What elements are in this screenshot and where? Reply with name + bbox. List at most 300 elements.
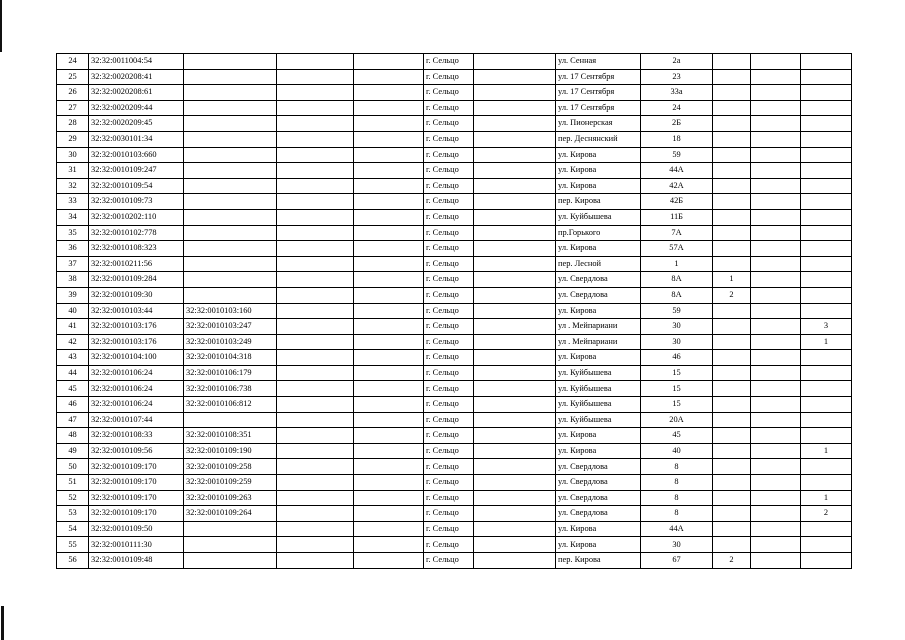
sub-cadastral-number-cell [184, 537, 277, 553]
cadastral-number-cell: 32:32:0010103:660 [89, 147, 184, 163]
house-number-cell: 15 [641, 381, 713, 397]
table-row [57, 428, 852, 444]
table-row [57, 443, 852, 459]
row-number-cell: 38 [57, 272, 89, 288]
sub-cadastral-number-cell [184, 209, 277, 225]
empty-col-4-cell [277, 131, 354, 147]
empty-col-5-cell [354, 256, 424, 272]
row-number-cell: 47 [57, 412, 89, 428]
empty-col-7-cell [474, 490, 556, 506]
empty-col-7-cell [474, 443, 556, 459]
empty-col-7-cell [474, 69, 556, 85]
cadastral-number-cell: 32:32:0020208:41 [89, 69, 184, 85]
house-number-cell: 45 [641, 428, 713, 444]
apartment-col-a-cell [713, 147, 751, 163]
street-cell: ул. Кирова [556, 443, 641, 459]
empty-col-11-cell [751, 490, 801, 506]
house-number-cell: 59 [641, 147, 713, 163]
settlement-cell: г. Сельцо [424, 553, 474, 569]
table-row [57, 272, 852, 288]
street-cell: ул. Пионерская [556, 116, 641, 132]
house-number-cell: 33а [641, 85, 713, 101]
house-number-cell: 59 [641, 303, 713, 319]
table-row [57, 131, 852, 147]
empty-col-7-cell [474, 303, 556, 319]
empty-col-4-cell [277, 178, 354, 194]
empty-col-11-cell [751, 54, 801, 70]
empty-col-11-cell [751, 443, 801, 459]
empty-col-11-cell [751, 209, 801, 225]
sub-cadastral-number-cell [184, 85, 277, 101]
house-number-cell: 8 [641, 459, 713, 475]
settlement-cell: г. Сельцо [424, 69, 474, 85]
empty-col-11-cell [751, 100, 801, 116]
empty-col-11-cell [751, 334, 801, 350]
cadastral-number-cell: 32:32:0011004:54 [89, 54, 184, 70]
apartment-col-a-cell [713, 397, 751, 413]
apartment-col-b-cell [801, 54, 852, 70]
apartment-col-a-cell [713, 54, 751, 70]
empty-col-4-cell [277, 428, 354, 444]
table-row [57, 241, 852, 257]
sub-cadastral-number-cell: 32:32:0010109:259 [184, 475, 277, 491]
house-number-cell: 57А [641, 241, 713, 257]
sub-cadastral-number-cell [184, 131, 277, 147]
house-number-cell: 30 [641, 319, 713, 335]
settlement-cell: г. Сельцо [424, 475, 474, 491]
apartment-col-a-cell [713, 241, 751, 257]
house-number-cell: 44А [641, 521, 713, 537]
table-row [57, 397, 852, 413]
empty-col-11-cell [751, 116, 801, 132]
empty-col-5-cell [354, 116, 424, 132]
empty-col-7-cell [474, 147, 556, 163]
settlement-cell: г. Сельцо [424, 209, 474, 225]
house-number-cell: 30 [641, 537, 713, 553]
apartment-col-b-cell [801, 287, 852, 303]
table-row [57, 412, 852, 428]
table-row [57, 100, 852, 116]
sub-cadastral-number-cell [184, 163, 277, 179]
apartment-col-a-cell [713, 350, 751, 366]
apartment-col-b-cell [801, 116, 852, 132]
empty-col-11-cell [751, 553, 801, 569]
row-number-cell: 31 [57, 163, 89, 179]
empty-col-11-cell [751, 225, 801, 241]
sub-cadastral-number-cell [184, 194, 277, 210]
empty-col-7-cell [474, 475, 556, 491]
apartment-col-b-cell [801, 428, 852, 444]
street-cell: ул. Свердлова [556, 459, 641, 475]
empty-col-11-cell [751, 365, 801, 381]
empty-col-11-cell [751, 163, 801, 179]
apartment-col-b-cell [801, 475, 852, 491]
table-row [57, 521, 852, 537]
row-number-cell: 43 [57, 350, 89, 366]
street-cell: ул. 17 Сентября [556, 69, 641, 85]
settlement-cell: г. Сельцо [424, 350, 474, 366]
empty-col-5-cell [354, 147, 424, 163]
street-cell: пр.Горького [556, 225, 641, 241]
cadastral-number-cell: 32:32:0010109:170 [89, 506, 184, 522]
empty-col-7-cell [474, 131, 556, 147]
sub-cadastral-number-cell: 32:32:0010103:249 [184, 334, 277, 350]
house-number-cell: 8А [641, 272, 713, 288]
empty-col-4-cell [277, 334, 354, 350]
apartment-col-b-cell [801, 303, 852, 319]
sub-cadastral-number-cell [184, 147, 277, 163]
empty-col-11-cell [751, 397, 801, 413]
sub-cadastral-number-cell [184, 241, 277, 257]
settlement-cell: г. Сельцо [424, 443, 474, 459]
table-row [57, 537, 852, 553]
apartment-col-b-cell: 3 [801, 319, 852, 335]
empty-col-4-cell [277, 100, 354, 116]
empty-col-4-cell [277, 54, 354, 70]
empty-col-5-cell [354, 209, 424, 225]
apartment-col-b-cell: 1 [801, 334, 852, 350]
empty-col-5-cell [354, 85, 424, 101]
house-number-cell: 8А [641, 287, 713, 303]
street-cell: ул. Сенная [556, 54, 641, 70]
empty-col-5-cell [354, 69, 424, 85]
empty-col-11-cell [751, 412, 801, 428]
empty-col-7-cell [474, 225, 556, 241]
sub-cadastral-number-cell [184, 69, 277, 85]
cadastral-number-cell: 32:32:0010102:778 [89, 225, 184, 241]
settlement-cell: г. Сельцо [424, 303, 474, 319]
table-row [57, 209, 852, 225]
street-cell: ул. Свердлова [556, 475, 641, 491]
row-number-cell: 25 [57, 69, 89, 85]
sub-cadastral-number-cell: 32:32:0010104:318 [184, 350, 277, 366]
settlement-cell: г. Сельцо [424, 178, 474, 194]
apartment-col-a-cell [713, 365, 751, 381]
row-number-cell: 34 [57, 209, 89, 225]
house-number-cell: 30 [641, 334, 713, 350]
empty-col-4-cell [277, 412, 354, 428]
cadastral-number-cell: 32:32:0010109:54 [89, 178, 184, 194]
cadastral-number-cell: 32:32:0020209:45 [89, 116, 184, 132]
house-number-cell: 46 [641, 350, 713, 366]
apartment-col-b-cell [801, 459, 852, 475]
empty-col-11-cell [751, 459, 801, 475]
empty-col-5-cell [354, 272, 424, 288]
table-row [57, 178, 852, 194]
house-number-cell: 2Б [641, 116, 713, 132]
apartment-col-a-cell [713, 381, 751, 397]
table-row [57, 54, 852, 70]
street-cell: ул . Мейпариани [556, 334, 641, 350]
empty-col-11-cell [751, 319, 801, 335]
table-row [57, 365, 852, 381]
settlement-cell: г. Сельцо [424, 334, 474, 350]
empty-col-5-cell [354, 241, 424, 257]
empty-col-11-cell [751, 521, 801, 537]
empty-col-11-cell [751, 256, 801, 272]
empty-col-11-cell [751, 241, 801, 257]
empty-col-5-cell [354, 163, 424, 179]
empty-col-7-cell [474, 506, 556, 522]
table-row [57, 334, 852, 350]
empty-col-5-cell [354, 350, 424, 366]
table-row [57, 350, 852, 366]
row-number-cell: 42 [57, 334, 89, 350]
row-number-cell: 46 [57, 397, 89, 413]
house-number-cell: 18 [641, 131, 713, 147]
house-number-cell: 2а [641, 54, 713, 70]
street-cell: ул. Свердлова [556, 272, 641, 288]
cadastral-number-cell: 32:32:0010109:30 [89, 287, 184, 303]
empty-col-4-cell [277, 163, 354, 179]
empty-col-7-cell [474, 256, 556, 272]
empty-col-11-cell [751, 69, 801, 85]
settlement-cell: г. Сельцо [424, 490, 474, 506]
empty-col-7-cell [474, 397, 556, 413]
cadastral-number-cell: 32:32:0010111:30 [89, 537, 184, 553]
empty-col-11-cell [751, 381, 801, 397]
empty-col-4-cell [277, 225, 354, 241]
row-number-cell: 56 [57, 553, 89, 569]
empty-col-5-cell [354, 506, 424, 522]
apartment-col-a-cell [713, 69, 751, 85]
house-number-cell: 24 [641, 100, 713, 116]
empty-col-7-cell [474, 163, 556, 179]
cadastral-number-cell: 32:32:0010109:170 [89, 475, 184, 491]
cadastral-number-cell: 32:32:0010108:323 [89, 241, 184, 257]
table-row [57, 381, 852, 397]
apartment-col-a-cell [713, 85, 751, 101]
apartment-col-b-cell [801, 209, 852, 225]
street-cell: пер. Кирова [556, 194, 641, 210]
table-row [57, 303, 852, 319]
cadastral-number-cell: 32:32:0010109:50 [89, 521, 184, 537]
row-number-cell: 37 [57, 256, 89, 272]
empty-col-7-cell [474, 178, 556, 194]
apartment-col-a-cell [713, 209, 751, 225]
table-row [57, 69, 852, 85]
empty-col-4-cell [277, 272, 354, 288]
apartment-col-a-cell [713, 334, 751, 350]
scan-edge-mark [0, 0, 2, 52]
empty-col-4-cell [277, 209, 354, 225]
apartment-col-b-cell [801, 131, 852, 147]
apartment-col-a-cell: 2 [713, 287, 751, 303]
row-number-cell: 27 [57, 100, 89, 116]
house-number-cell: 15 [641, 397, 713, 413]
empty-col-4-cell [277, 241, 354, 257]
empty-col-7-cell [474, 412, 556, 428]
sub-cadastral-number-cell: 32:32:0010108:351 [184, 428, 277, 444]
house-number-cell: 67 [641, 553, 713, 569]
settlement-cell: г. Сельцо [424, 116, 474, 132]
empty-col-4-cell [277, 381, 354, 397]
empty-col-11-cell [751, 303, 801, 319]
apartment-col-a-cell [713, 116, 751, 132]
empty-col-4-cell [277, 459, 354, 475]
row-number-cell: 53 [57, 506, 89, 522]
sub-cadastral-number-cell: 32:32:0010106:738 [184, 381, 277, 397]
table-row [57, 475, 852, 491]
settlement-cell: г. Сельцо [424, 256, 474, 272]
settlement-cell: г. Сельцо [424, 397, 474, 413]
row-number-cell: 54 [57, 521, 89, 537]
apartment-col-b-cell [801, 147, 852, 163]
empty-col-4-cell [277, 350, 354, 366]
apartment-col-a-cell [713, 537, 751, 553]
empty-col-4-cell [277, 69, 354, 85]
empty-col-4-cell [277, 116, 354, 132]
cadastral-number-cell: 32:32:0010106:24 [89, 381, 184, 397]
street-cell: ул. Кирова [556, 537, 641, 553]
cadastral-number-cell: 32:32:0020208:61 [89, 85, 184, 101]
table-row [57, 459, 852, 475]
empty-col-4-cell [277, 537, 354, 553]
empty-col-7-cell [474, 54, 556, 70]
empty-col-7-cell [474, 116, 556, 132]
row-number-cell: 51 [57, 475, 89, 491]
apartment-col-a-cell: 1 [713, 272, 751, 288]
cadastral-number-cell: 32:32:0010106:24 [89, 365, 184, 381]
house-number-cell: 7А [641, 225, 713, 241]
empty-col-4-cell [277, 85, 354, 101]
empty-col-11-cell [751, 475, 801, 491]
street-cell: ул. Куйбышева [556, 209, 641, 225]
apartment-col-a-cell [713, 475, 751, 491]
house-number-cell: 15 [641, 365, 713, 381]
apartment-col-b-cell [801, 69, 852, 85]
empty-col-11-cell [751, 428, 801, 444]
apartment-col-a-cell [713, 131, 751, 147]
row-number-cell: 32 [57, 178, 89, 194]
empty-col-4-cell [277, 194, 354, 210]
empty-col-7-cell [474, 537, 556, 553]
empty-col-5-cell [354, 553, 424, 569]
apartment-col-b-cell [801, 381, 852, 397]
settlement-cell: г. Сельцо [424, 521, 474, 537]
empty-col-5-cell [354, 178, 424, 194]
apartment-col-a-cell [713, 256, 751, 272]
settlement-cell: г. Сельцо [424, 506, 474, 522]
street-cell: ул. Кирова [556, 178, 641, 194]
empty-col-11-cell [751, 287, 801, 303]
sub-cadastral-number-cell: 32:32:0010109:258 [184, 459, 277, 475]
house-number-cell: 8 [641, 475, 713, 491]
sub-cadastral-number-cell [184, 521, 277, 537]
street-cell: ул. Кирова [556, 428, 641, 444]
table-row [57, 319, 852, 335]
empty-col-5-cell [354, 131, 424, 147]
empty-col-11-cell [751, 194, 801, 210]
street-cell: пер. Деснянский [556, 131, 641, 147]
sub-cadastral-number-cell: 32:32:0010109:190 [184, 443, 277, 459]
empty-col-4-cell [277, 147, 354, 163]
sub-cadastral-number-cell: 32:32:0010106:179 [184, 365, 277, 381]
empty-col-5-cell [354, 303, 424, 319]
row-number-cell: 24 [57, 54, 89, 70]
sub-cadastral-number-cell: 32:32:0010109:264 [184, 506, 277, 522]
sub-cadastral-number-cell [184, 225, 277, 241]
apartment-col-b-cell [801, 225, 852, 241]
row-number-cell: 41 [57, 319, 89, 335]
empty-col-5-cell [354, 381, 424, 397]
empty-col-11-cell [751, 178, 801, 194]
empty-col-4-cell [277, 287, 354, 303]
cadastral-number-cell: 32:32:0030101:34 [89, 131, 184, 147]
empty-col-11-cell [751, 272, 801, 288]
empty-col-5-cell [354, 459, 424, 475]
empty-col-5-cell [354, 287, 424, 303]
empty-col-4-cell [277, 256, 354, 272]
empty-col-5-cell [354, 365, 424, 381]
apartment-col-b-cell [801, 85, 852, 101]
row-number-cell: 55 [57, 537, 89, 553]
table-row [57, 490, 852, 506]
table-row [57, 194, 852, 210]
street-cell: ул. 17 Сентября [556, 85, 641, 101]
cadastral-number-cell: 32:32:0010109:170 [89, 459, 184, 475]
row-number-cell: 28 [57, 116, 89, 132]
apartment-col-b-cell: 2 [801, 506, 852, 522]
empty-col-5-cell [354, 412, 424, 428]
empty-col-5-cell [354, 194, 424, 210]
sub-cadastral-number-cell [184, 256, 277, 272]
cadastral-number-cell: 32:32:0010104:100 [89, 350, 184, 366]
cadastral-number-cell: 32:32:0010109:56 [89, 443, 184, 459]
row-number-cell: 50 [57, 459, 89, 475]
empty-col-4-cell [277, 319, 354, 335]
empty-col-5-cell [354, 475, 424, 491]
street-cell: пер. Кирова [556, 553, 641, 569]
registry-body [57, 54, 852, 569]
apartment-col-b-cell: 1 [801, 443, 852, 459]
street-cell: пер. Лесной [556, 256, 641, 272]
settlement-cell: г. Сельцо [424, 194, 474, 210]
street-cell: ул. Кирова [556, 303, 641, 319]
sub-cadastral-number-cell [184, 54, 277, 70]
apartment-col-b-cell [801, 194, 852, 210]
apartment-col-a-cell [713, 303, 751, 319]
empty-col-7-cell [474, 381, 556, 397]
sub-cadastral-number-cell [184, 272, 277, 288]
apartment-col-b-cell [801, 241, 852, 257]
empty-col-7-cell [474, 350, 556, 366]
empty-col-4-cell [277, 303, 354, 319]
street-cell: ул. Кирова [556, 163, 641, 179]
settlement-cell: г. Сельцо [424, 54, 474, 70]
table-row [57, 553, 852, 569]
empty-col-11-cell [751, 85, 801, 101]
empty-col-7-cell [474, 428, 556, 444]
empty-col-7-cell [474, 85, 556, 101]
apartment-col-b-cell [801, 553, 852, 569]
street-cell: ул. Кирова [556, 241, 641, 257]
cadastral-number-cell: 32:32:0010109:170 [89, 490, 184, 506]
apartment-col-b-cell [801, 537, 852, 553]
empty-col-4-cell [277, 397, 354, 413]
apartment-col-a-cell [713, 521, 751, 537]
empty-col-5-cell [354, 54, 424, 70]
street-cell: ул . Мейпариани [556, 319, 641, 335]
apartment-col-a-cell [713, 225, 751, 241]
apartment-col-b-cell [801, 365, 852, 381]
empty-col-4-cell [277, 475, 354, 491]
empty-col-7-cell [474, 272, 556, 288]
table-row [57, 287, 852, 303]
row-number-cell: 39 [57, 287, 89, 303]
empty-col-7-cell [474, 287, 556, 303]
apartment-col-b-cell [801, 100, 852, 116]
